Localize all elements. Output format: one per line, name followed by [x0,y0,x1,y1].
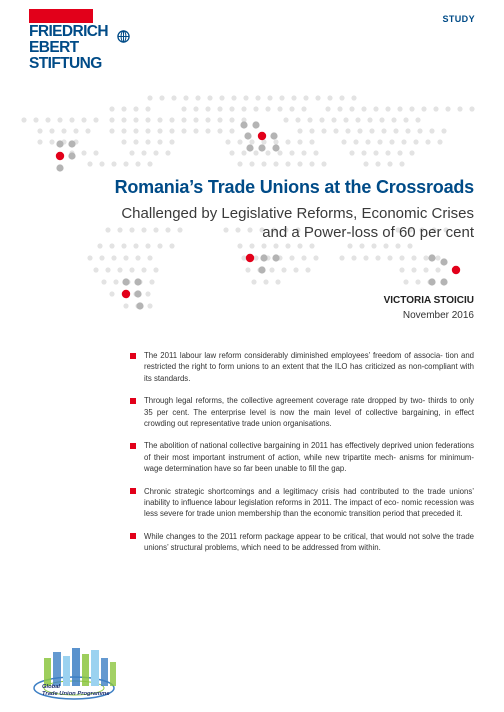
map-dot [56,140,63,147]
map-dot [113,279,118,284]
map-dot [195,95,200,100]
map-dot [399,267,404,272]
map-dot [379,117,384,122]
map-dot [361,150,366,155]
key-finding-text-line: solve the trade unions’ structural problems, which need to be addressed from within. [144,531,474,553]
map-dot [133,117,138,122]
map-dot [383,243,388,248]
map-dot [391,117,396,122]
map-dot [56,164,63,171]
map-dot [397,150,402,155]
map-dot [241,106,246,111]
publication-date: November 2016 [402,310,474,321]
map-dot [147,161,152,166]
map-dot [272,144,279,151]
map-dot [111,161,116,166]
map-dot [301,255,306,260]
global-trade-union-programme-logo [28,642,136,704]
map-dot [373,150,378,155]
key-finding-text-line: unions’ inability to influence labour legislation reforms in 2011. The impact of eco- [144,486,474,508]
map-dot [363,161,368,166]
map-dot [261,243,266,248]
map-dot [441,128,446,133]
map-dot [445,106,450,111]
document-title: Romania’s Trade Unions at the Crossroads [114,177,474,197]
bullet-square-icon [130,353,136,359]
map-dot [351,95,356,100]
map-dot [303,95,308,100]
bullet-square-icon [130,398,136,404]
map-dot [425,139,430,144]
map-dot [159,95,164,100]
subtitle-line-1: Challenged by Legislative Reforms, Economic Crises [121,205,474,222]
map-dot [297,128,302,133]
map-dot [393,128,398,133]
map-dot [428,278,435,285]
map-dot [121,117,126,122]
map-dot [229,150,234,155]
author-name: VICTORIA STOICIU [383,295,474,306]
map-dot [181,106,186,111]
map-dot [231,95,236,100]
map-dot [57,117,62,122]
map-dot [105,267,110,272]
map-dot [457,106,462,111]
map-dot [157,139,162,144]
map-dot [309,161,314,166]
map-dot [258,132,266,140]
map-dot [337,106,342,111]
map-dot [229,128,234,133]
map-dot [409,150,414,155]
map-dot [297,243,302,248]
map-dot [123,255,128,260]
map-dot [205,106,210,111]
map-dot [37,128,42,133]
map-dot [134,290,141,297]
map-dot [301,106,306,111]
world-dot-map [0,0,504,320]
map-dot [153,150,158,155]
map-dot [217,106,222,111]
map-dot [413,139,418,144]
map-dot [121,139,126,144]
map-dot [273,161,278,166]
key-findings-list [130,350,474,565]
map-dot [435,255,440,260]
map-dot [387,255,392,260]
map-dot [399,255,404,260]
map-dot [122,290,130,298]
map-dot [141,150,146,155]
map-dot [193,106,198,111]
map-dot [313,150,318,155]
map-dot [258,266,265,273]
map-dot [134,278,141,285]
map-dot [321,161,326,166]
map-dot [369,128,374,133]
map-dot [401,139,406,144]
map-dot [135,161,140,166]
map-dot [149,279,154,284]
map-dot [437,139,442,144]
map-dot [253,150,258,155]
key-finding-item [130,350,474,384]
map-dot [49,139,54,144]
map-dot [295,117,300,122]
bullet-square-icon [130,488,136,494]
programme-label-line-1: Global [42,684,61,690]
map-dot [385,106,390,111]
map-dot [133,128,138,133]
map-dot [157,243,162,248]
map-dot [297,139,302,144]
key-finding-text-line: While changes to the 2011 reform package appear to be critical, that would not [144,531,420,541]
map-dot [193,117,198,122]
map-dot [33,117,38,122]
map-dot [309,139,314,144]
map-dot [409,106,414,111]
map-dot [85,128,90,133]
map-dot [225,139,230,144]
key-finding-text-line: tion and restricted the right to form unions to an extent that the ILO has criticized as [144,351,475,372]
map-dot [355,117,360,122]
map-dot [363,255,368,260]
map-dot [133,243,138,248]
map-dot [265,106,270,111]
map-dot [415,279,420,284]
map-dot [73,128,78,133]
map-dot [240,121,247,128]
map-dot [121,243,126,248]
map-dot [251,279,256,284]
map-dot [61,128,66,133]
key-finding-text-line: federations of their most important instrument of action, while new tripartite mech- [144,441,474,462]
map-dot [347,243,352,248]
map-dot [293,267,298,272]
map-dot [145,291,150,296]
map-dot [45,117,50,122]
map-dot [319,117,324,122]
key-finding-text-line: The 2011 labour law reform considerably diminished employees’ freedom of associa- [144,351,443,360]
map-dot [309,128,314,133]
map-dot [289,255,294,260]
map-dot [147,255,152,260]
map-dot [109,243,114,248]
map-dot [272,254,279,261]
map-dot [229,106,234,111]
map-dot [429,128,434,133]
map-dot [169,139,174,144]
key-finding-text-line: thirds to only 35 per cent. The enterprise level is now the main level of collective [144,396,474,417]
map-dot [397,106,402,111]
map-dot [428,254,435,261]
map-dot [243,95,248,100]
map-dot [270,132,277,139]
map-dot [440,258,447,265]
key-finding-text-line: anisms for minimum-wage determination have so far been unable to fill the gap. [144,452,474,474]
map-dot [253,106,258,111]
logo-line-3: STIFTUNG [29,55,102,72]
map-dot [327,95,332,100]
map-dot [244,132,251,139]
map-dot [147,95,152,100]
map-dot [237,139,242,144]
map-dot [153,267,158,272]
map-dot [313,255,318,260]
map-dot [68,140,75,147]
key-finding-text-line: Through legal reforms, the collective agreement coverage rate dropped by two- [144,396,426,406]
map-dot [405,128,410,133]
document-type-label: STUDY [442,14,475,24]
map-dot [403,117,408,122]
map-dot [411,267,416,272]
map-dot [237,161,242,166]
map-dot [81,117,86,122]
map-dot [252,121,259,128]
map-dot [237,243,242,248]
map-dot [217,117,222,122]
map-dot [49,128,54,133]
map-dot [377,139,382,144]
bullet-square-icon [130,443,136,449]
map-dot [145,106,150,111]
map-dot [68,152,75,159]
key-finding-text-line: Chronic strategic shortcomings and a legitimacy crisis had contributed to the trade [144,486,446,496]
map-dot [283,117,288,122]
map-dot [169,128,174,133]
map-dot [147,303,152,308]
map-dot [145,128,150,133]
map-dot [69,117,74,122]
map-dot [349,106,354,111]
map-dot [21,117,26,122]
map-dot [285,161,290,166]
map-dot [301,150,306,155]
map-dot [129,267,134,272]
map-dot [93,117,98,122]
key-finding-text-line: bargaining, in effect crowding out representative trade union organisations. [144,407,474,429]
map-dot [440,278,447,285]
map-dot [263,279,268,284]
map-dot [279,95,284,100]
map-dot [371,243,376,248]
map-dot [339,255,344,260]
map-dot [375,161,380,166]
map-dot [171,95,176,100]
map-dot [343,117,348,122]
map-dot [315,95,320,100]
map-dot [349,150,354,155]
map-dot [117,267,122,272]
map-dot [325,106,330,111]
key-finding-text-line: transition period that preceded it. [349,509,463,519]
map-dot [421,106,426,111]
map-dot [109,106,114,111]
map-dot [345,128,350,133]
map-dot [381,128,386,133]
map-dot [249,161,254,166]
map-dot [109,291,114,296]
map-dot [255,95,260,100]
bullet-square-icon [130,533,136,539]
map-dot [339,95,344,100]
map-dot [249,139,254,144]
map-dot [361,106,366,111]
map-dot [99,161,104,166]
map-dot [93,150,98,155]
key-finding-text-line: nomic recession was less severe for trade union membership than the economic [144,498,474,519]
map-dot [375,255,380,260]
map-dot [245,267,250,272]
logo-line-2: EBERT [29,39,79,56]
map-dot [285,139,290,144]
map-dot [297,161,302,166]
map-dot [37,139,42,144]
map-dot [415,117,420,122]
map-dot [133,106,138,111]
map-dot [365,139,370,144]
key-finding-text-line: non-compliant with its standards. [144,362,474,383]
map-dot [309,243,314,248]
map-dot [267,95,272,100]
map-dot [307,117,312,122]
map-dot [249,243,254,248]
map-dot [417,128,422,133]
map-dot [341,139,346,144]
map-dot [331,117,336,122]
map-dot [111,255,116,260]
map-dot [109,117,114,122]
map-dot [285,243,290,248]
map-dot [207,95,212,100]
map-dot [246,254,254,262]
map-dot [367,117,372,122]
map-dot [241,150,246,155]
map-dot [183,95,188,100]
map-dot [289,150,294,155]
map-dot [205,128,210,133]
map-dot [101,279,106,284]
map-dot [193,128,198,133]
map-dot [157,128,162,133]
map-dot [99,255,104,260]
map-dot [135,255,140,260]
map-dot [145,139,150,144]
map-dot [133,139,138,144]
key-finding-item [130,395,474,429]
map-dot [423,255,428,260]
map-dot [260,254,267,261]
map-dot [387,161,392,166]
map-dot [333,128,338,133]
map-dot [56,152,64,160]
map-dot [246,144,253,151]
map-dot [205,117,210,122]
map-dot [141,267,146,272]
map-dot [258,144,265,151]
map-dot [389,139,394,144]
key-finding-item [130,440,474,474]
map-dot [351,255,356,260]
map-dot [181,117,186,122]
map-dot [433,106,438,111]
map-dot [169,117,174,122]
map-dot [373,106,378,111]
map-dot [357,128,362,133]
map-dot [109,128,114,133]
map-dot [353,139,358,144]
map-dot [145,117,150,122]
map-dot [275,279,280,284]
map-dot [93,267,98,272]
map-dot [261,161,266,166]
map-dot [122,278,129,285]
map-dot [395,243,400,248]
map-dot [277,106,282,111]
map-dot [87,255,92,260]
map-dot [435,267,440,272]
programme-label-line-2: Trade Union Programme [42,691,110,697]
map-dot [411,255,416,260]
map-dot [399,161,404,166]
map-dot [469,106,474,111]
programme-label [42,684,110,698]
map-dot [123,303,128,308]
map-dot [269,267,274,272]
subtitle-line-2: and a Power-loss of 60 per cent [262,224,474,241]
map-dot [97,243,102,248]
map-dot [452,266,460,274]
map-dot [359,243,364,248]
map-dot [123,161,128,166]
map-dot [289,106,294,111]
key-finding-text-line: The abolition of national collective bargaining in 2011 has effectively deprived union [144,441,434,451]
map-dot [121,106,126,111]
map-dot [273,139,278,144]
map-dot [157,117,162,122]
map-dot [423,267,428,272]
map-dot [129,150,134,155]
map-dot [165,150,170,155]
map-dot [219,95,224,100]
map-dot [87,161,92,166]
map-dot [281,267,286,272]
map-dot [407,243,412,248]
map-dot [273,243,278,248]
map-dot [169,243,174,248]
map-dot [181,128,186,133]
document-subtitle [30,204,474,242]
logo-line-1: FRIEDRICH [29,23,108,40]
key-finding-item [130,486,474,520]
key-finding-item [130,531,474,554]
map-dot [403,279,408,284]
map-dot [145,243,150,248]
map-dot [321,128,326,133]
map-dot [229,117,234,122]
map-dot [291,95,296,100]
map-dot [305,267,310,272]
map-dot [81,150,86,155]
map-dot [121,128,126,133]
map-dot [265,150,270,155]
map-dot [385,150,390,155]
map-dot [217,128,222,133]
map-dot [136,302,143,309]
map-dot [277,150,282,155]
